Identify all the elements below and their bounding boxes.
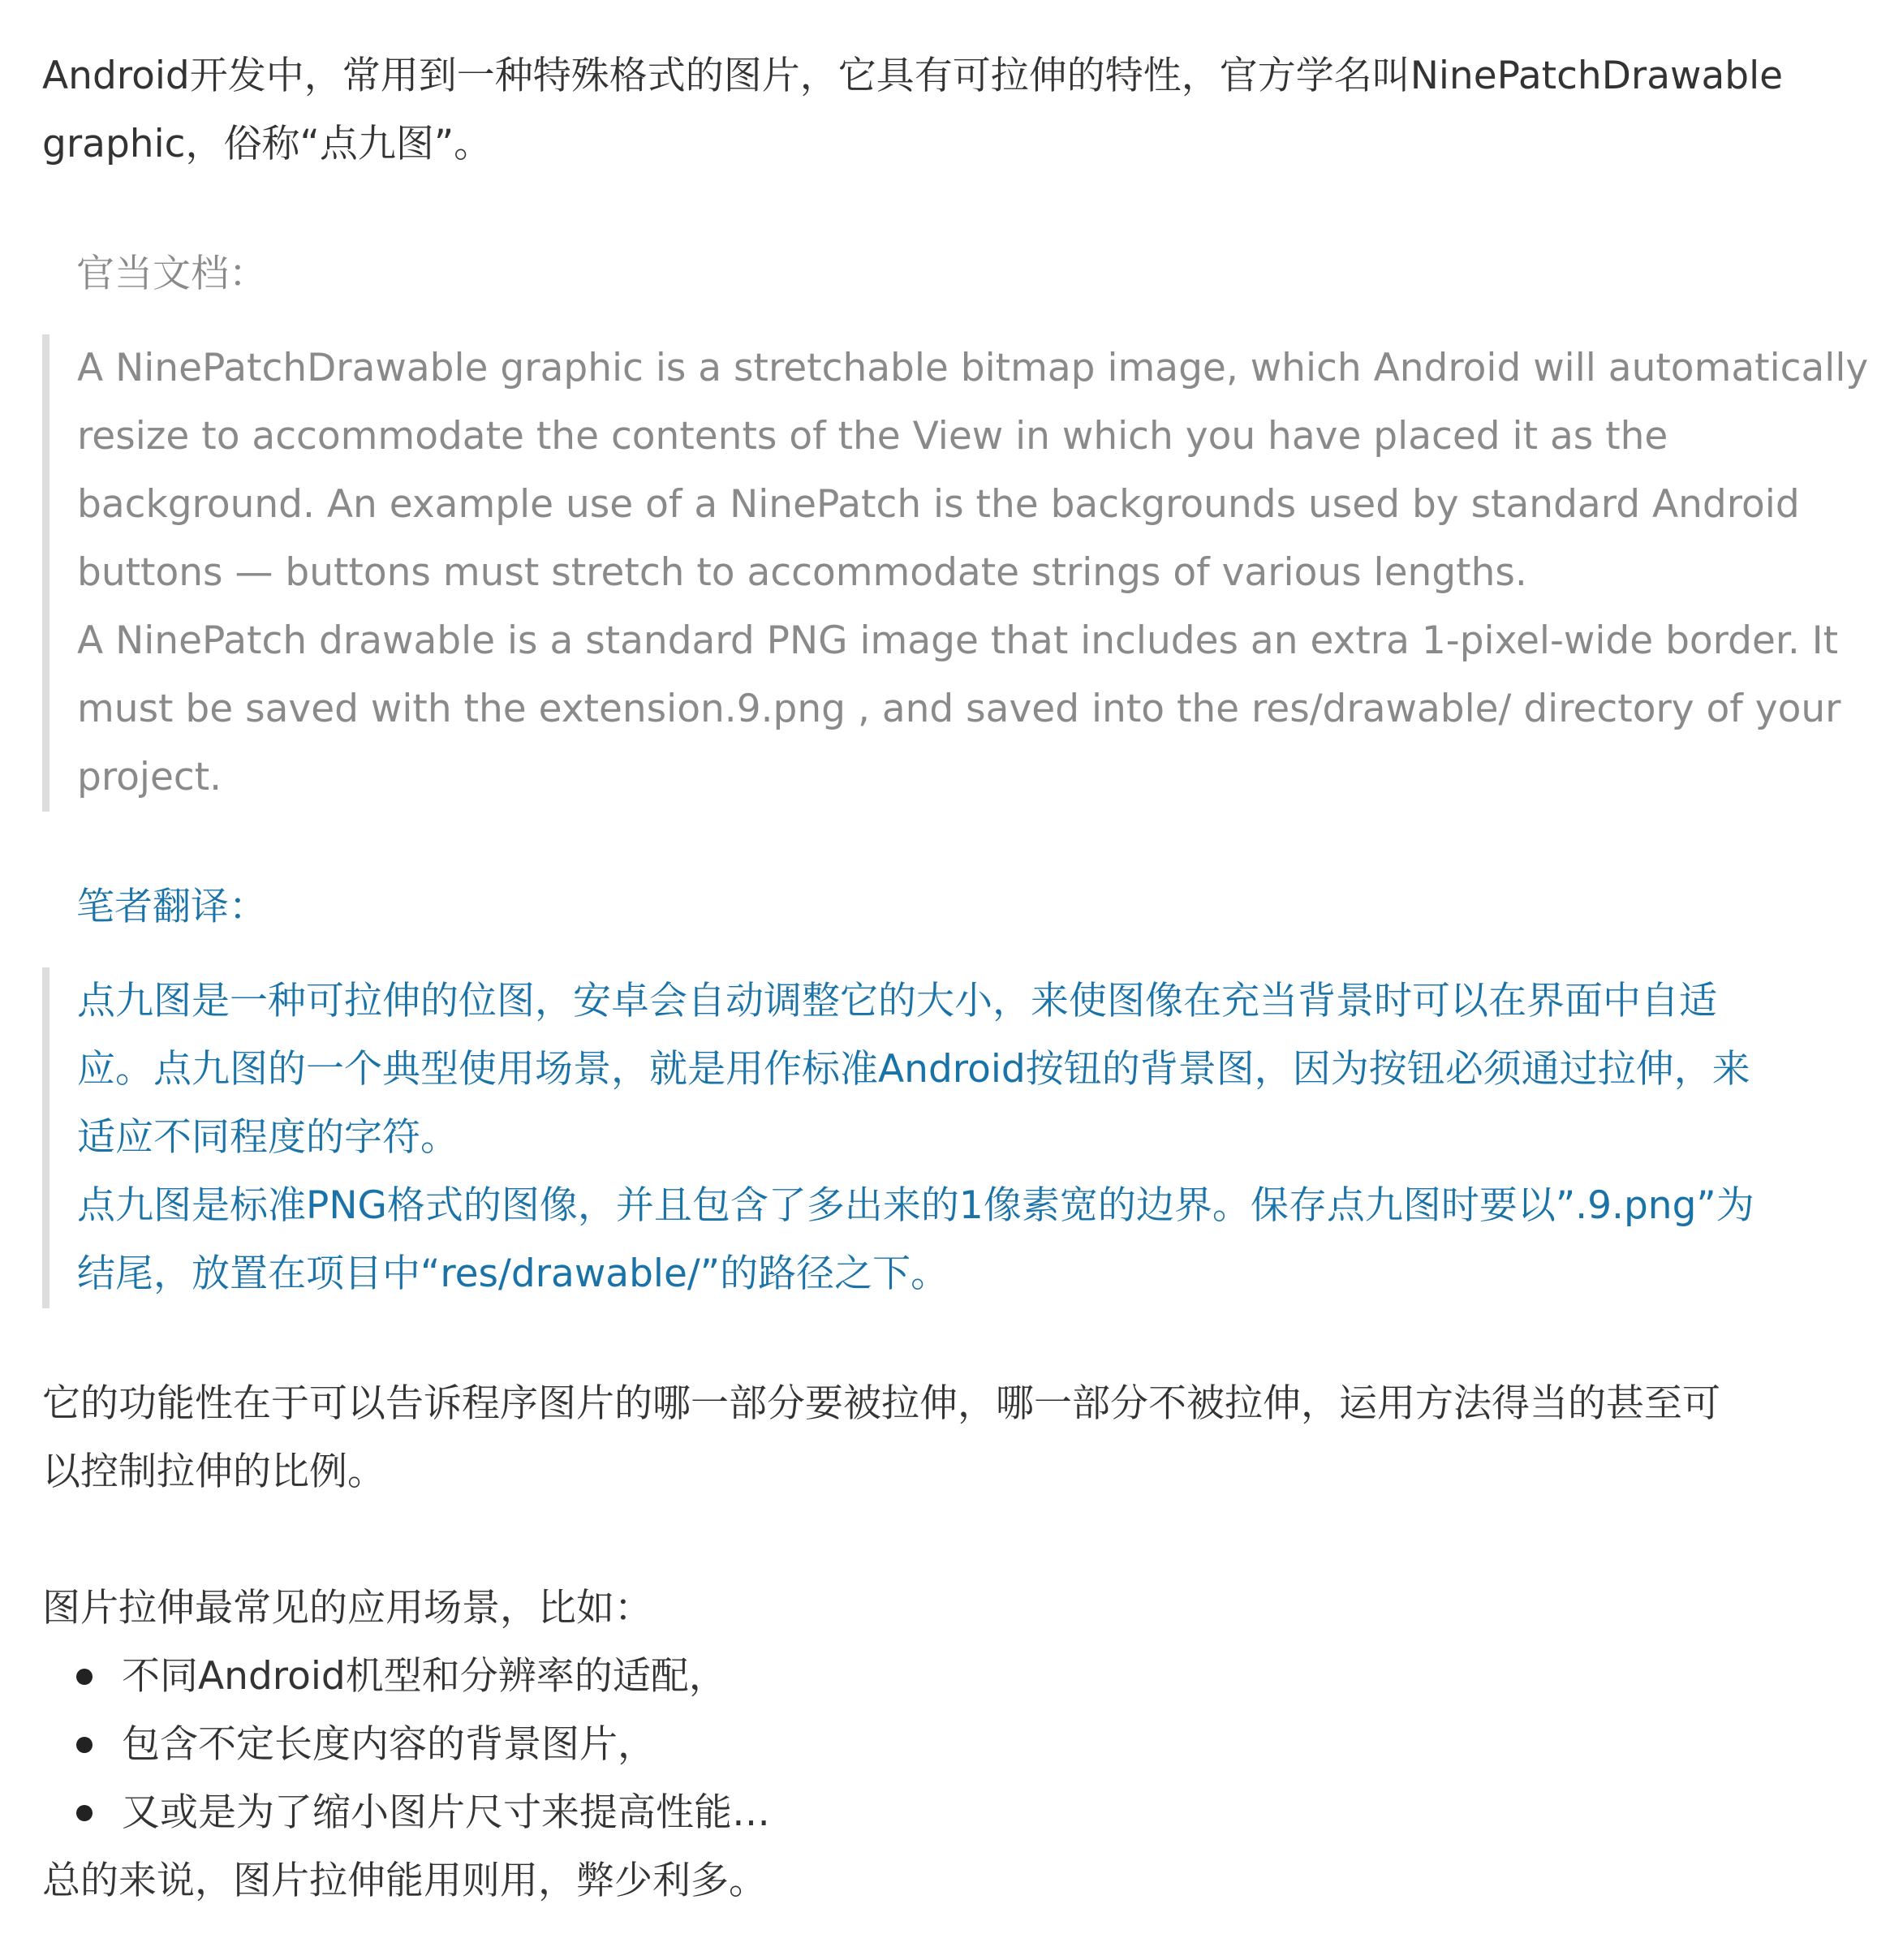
translation-quote — [42, 967, 1866, 1308]
quote-line: 点九图是标准PNG格式的图像，并且包含了多出来的1像素宽的边界。保存点九图时要以”.9.png”为 — [77, 1183, 1754, 1228]
quote-line: background. An example use of a NinePatch is the backgrounds used by standard Android — [77, 482, 1800, 527]
function-line: 以控制拉伸的比例。 — [42, 1450, 385, 1494]
bullet-icon — [76, 1669, 93, 1685]
quote-line: 点九图是一种可拉伸的位图，安卓会自动调整它的大小，来使图像在充当背景时可以在界面中自适 — [77, 979, 1717, 1023]
bullet-icon — [76, 1737, 93, 1753]
function-paragraph — [42, 1370, 1866, 1506]
scenarios-heading-text: 图片拉伸最常见的应用场景，比如： — [42, 1586, 652, 1630]
quote-line: A NinePatchDrawable graphic is a stretchable bitmap image, which Android will automatically — [77, 346, 1869, 390]
list-item-text: 不同Android机型和分辨率的适配， — [122, 1654, 727, 1699]
scenarios-list — [42, 1643, 1866, 1847]
list-item — [76, 1711, 1866, 1779]
quote-line: 适应不同程度的字符。 — [77, 1115, 459, 1160]
conclusion-text: 总的来说，图片拉伸能用则用，弊少利多。 — [42, 1859, 767, 1903]
list-item — [76, 1779, 1866, 1847]
quote-line: project. — [77, 755, 222, 799]
official-doc-quote — [42, 334, 1869, 812]
quote-line: A NinePatch drawable is a standard PNG image that includes an extra 1-pixel-wide border. It — [77, 618, 1839, 663]
intro-paragraph — [42, 42, 1866, 179]
official-doc-label: 官当文档： — [76, 252, 267, 296]
conclusion-paragraph — [42, 1847, 1866, 1915]
intro-line: graphic，俗称“点九图”。 — [42, 122, 493, 166]
quote-line: 结尾，放置在项目中“res/drawable/”的路径之下。 — [77, 1251, 949, 1296]
quote-line: 应。点九图的一个典型使用场景，就是用作标准Android按钮的背景图，因为按钮必须通过拉伸，来 — [77, 1047, 1750, 1092]
function-line: 它的功能性在于可以告诉程序图片的哪一部分要被拉伸，哪一部分不被拉伸，运用方法得当的甚至可 — [42, 1381, 1720, 1426]
quote-line: resize to accommodate the contents of the View in which you have placed it as the — [77, 414, 1668, 459]
quote-line: buttons — buttons must stretch to accommodate strings of various lengths. — [77, 550, 1527, 595]
quote-line: must be saved with the extension.9.png , and saved into the res/drawable/ directory of your — [77, 687, 1841, 731]
translation-label: 笔者翻译： — [76, 885, 267, 929]
intro-line: Android开发中，常用到一种特殊格式的图片，它具有可拉伸的特性，官方学名叫NinePatchDrawable — [42, 54, 1784, 98]
list-item-text: 包含不定长度内容的背景图片， — [122, 1722, 656, 1767]
bullet-icon — [76, 1805, 93, 1821]
scenarios-heading — [42, 1574, 1866, 1643]
list-item — [76, 1643, 1866, 1711]
list-item-text: 又或是为了缩小图片尺寸来提高性能… — [122, 1790, 770, 1835]
